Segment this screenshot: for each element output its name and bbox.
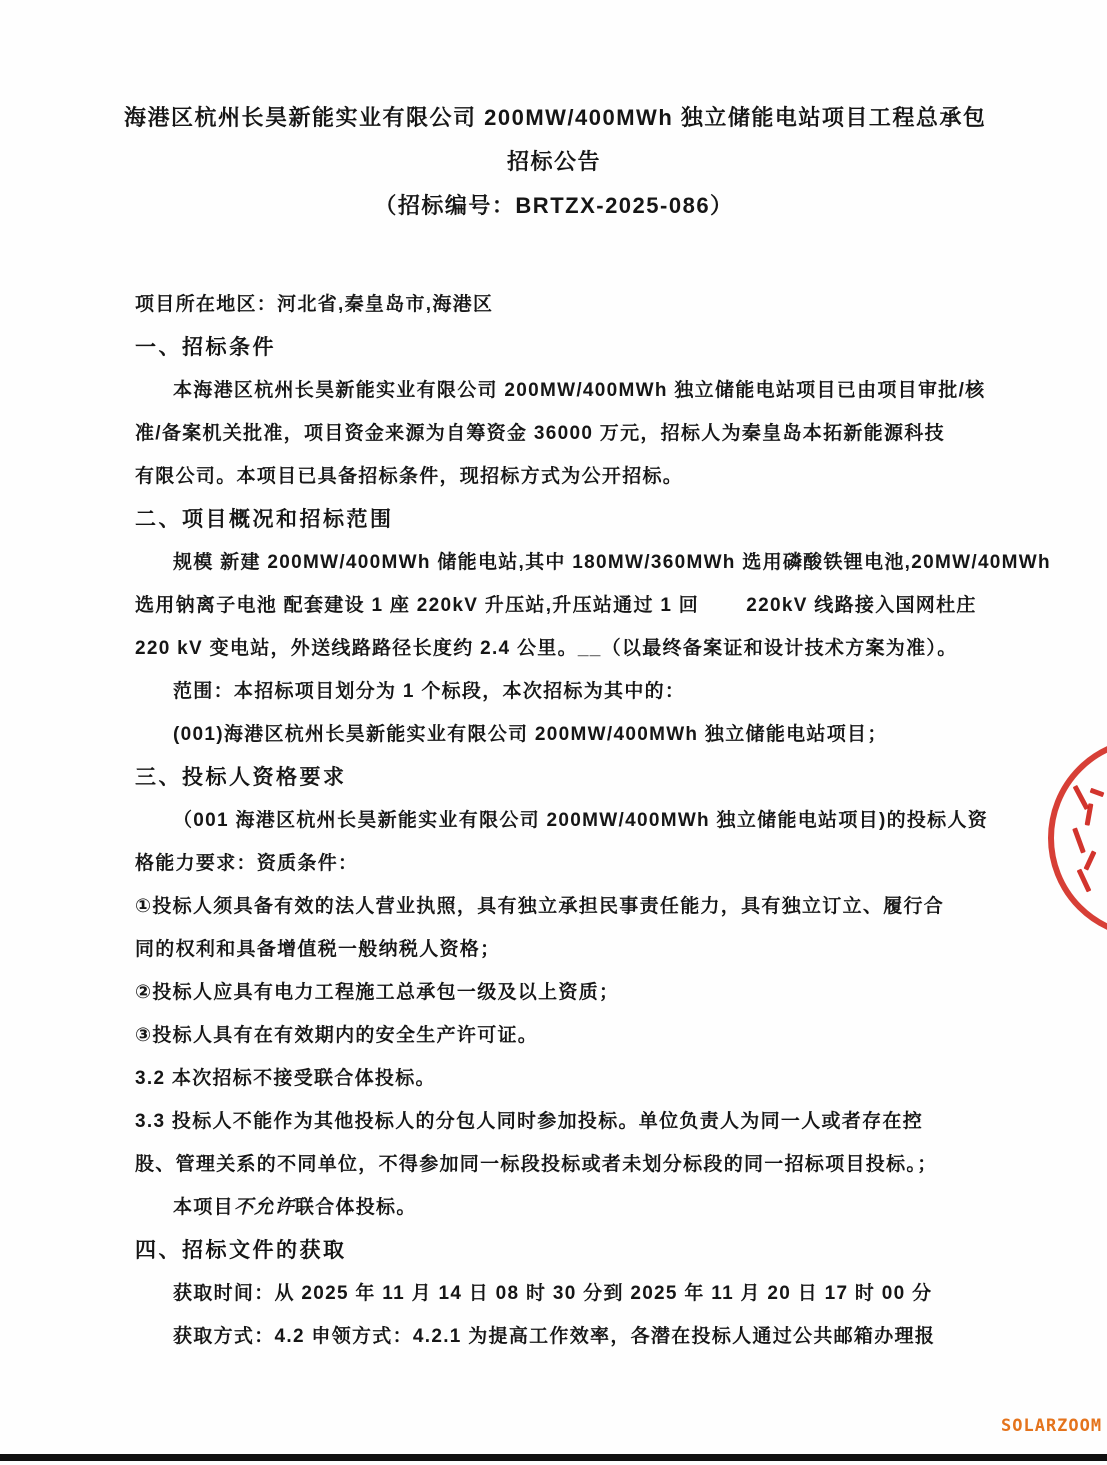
project-location-line: 项目所在地区：河北省,秦皇岛市,海港区 <box>135 294 494 315</box>
section-1-heading: 一、招标条件 <box>135 336 276 359</box>
doc-line: 格能力要求：资质条件： <box>135 853 359 874</box>
doc-line: 220 kV 变电站，外送线路路径长度约 2.4 公里。__（以最终备案证和设计技术方案为准）。 <box>135 638 958 659</box>
doc-line-suffix: 联合体投标。 <box>294 1197 417 1218</box>
red-seal-character-stroke <box>1077 869 1092 893</box>
solarzoom-watermark: SOLARZOOM <box>1001 1416 1103 1436</box>
section-3-heading: 三、投标人资格要求 <box>135 766 347 789</box>
doc-line-prefix: 本项目 <box>173 1197 234 1218</box>
doc-line: 3.2 本次招标不接受联合体投标。 <box>135 1068 436 1089</box>
scan-edge-bottom-bar <box>0 1454 1107 1461</box>
document-title-line-2: 招标公告 <box>506 149 601 174</box>
doc-line: 本海港区杭州长昊新能实业有限公司 200MW/400MWh 独立储能电站项目已由项目审批/核 <box>173 380 986 401</box>
doc-line: ③投标人具有在有效期内的安全生产许可证。 <box>135 1025 539 1046</box>
red-seal-character-stroke <box>1073 785 1090 810</box>
doc-line: （001 海港区杭州长昊新能实业有限公司 200MW/400MWh 独立储能电站项目)的投标人资 <box>173 810 989 831</box>
doc-line: ②投标人应具有电力工程施工总承包一级及以上资质； <box>135 982 620 1003</box>
document-title-line-1: 海港区杭州长昊新能实业有限公司 200MW/400MWh 独立储能电站项目工程总承包 <box>124 105 987 130</box>
doc-line: 同的权利和具备增值税一般纳税人资格； <box>135 939 501 960</box>
document-body <box>135 283 1051 1358</box>
tender-number: （招标编号：BRTZX-2025-086） <box>374 193 734 218</box>
document-title-block <box>124 96 987 228</box>
doc-line: 规模 新建 200MW/400MWh 储能电站,其中 180MW/360MWh 选用磷酸铁锂电池,20MW/40MWh <box>173 552 1051 573</box>
section-4-heading: 四、招标文件的获取 <box>135 1239 347 1262</box>
doc-line: 获取时间：从 2025 年 11 月 14 日 08 时 30 分到 2025 年 11 月 20 日 17 时 00 分 <box>173 1283 933 1304</box>
doc-line: 有限公司。本项目已具备招标条件，现招标方式为公开招标。 <box>135 466 684 487</box>
red-seal-character-stroke <box>1090 788 1105 797</box>
doc-line: (001)海港区杭州长昊新能实业有限公司 200MW/400MWh 独立储能电站项目； <box>173 724 888 745</box>
red-seal-character-stroke <box>1084 850 1097 870</box>
doc-line: 获取方式：4.2 申领方式：4.2.1 为提高工作效率，各潜在投标人通过公共邮箱办理报 <box>173 1326 936 1347</box>
doc-line: 准/备案机关批准，项目资金来源为自筹资金 36000 万元，招标人为秦皇岛本拓新能源科技 <box>135 423 945 444</box>
doc-line: 选用钠离子电池 配套建设 1 座 220kV 升压站,升压站通过 1 回 220kV 线路接入国网杜庄 <box>135 595 977 616</box>
doc-line: ①投标人须具备有效的法人营业执照，具有独立承担民事责任能力，具有独立订立、履行合 <box>135 896 945 917</box>
red-seal-character-stroke <box>1072 827 1086 853</box>
doc-line: 股、管理关系的不同单位，不得参加同一标段投标或者未划分标段的同一招标项目投标。； <box>135 1154 938 1175</box>
section-2-heading: 二、项目概况和招标范围 <box>135 508 394 531</box>
doc-line-no-consortium <box>135 1186 995 1229</box>
doc-line-italic: 不允许 <box>233 1197 295 1218</box>
red-seal-character-stroke <box>1085 803 1094 826</box>
doc-line: 3.3 投标人不能作为其他投标人的分包人同时参加投标。单位负责人为同一人或者存在控 <box>135 1111 923 1132</box>
red-seal-arc <box>1048 737 1107 939</box>
doc-line: 范围：本招标项目划分为 1 个标段，本次招标为其中的： <box>173 681 686 702</box>
